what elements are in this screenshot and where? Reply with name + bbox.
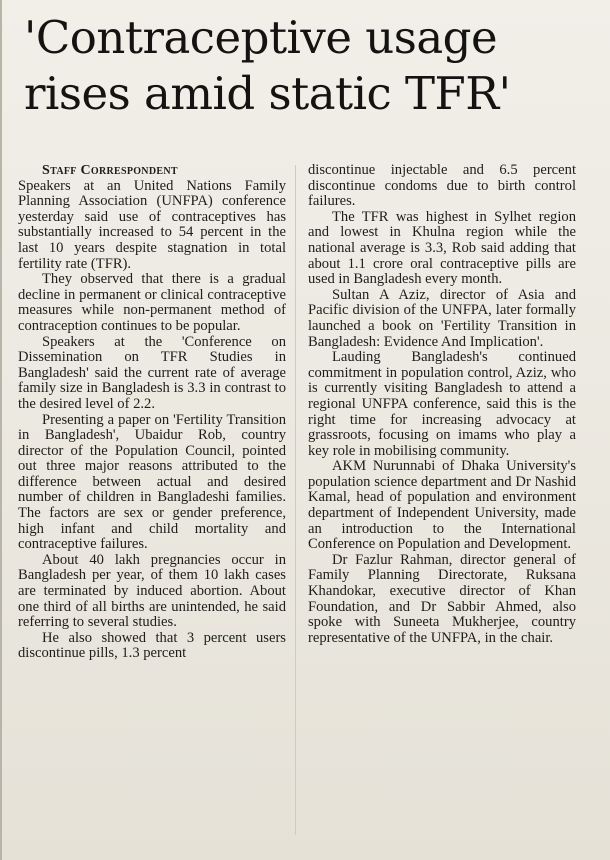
- column-divider: [295, 165, 296, 835]
- article-paragraph: Sultan A Aziz, director of Asia and Pacific division of the UNFPA, later formally launched a book on 'Fertility Transition in Bangladesh: Evidence And Implication'.: [308, 286, 576, 350]
- headline-line-2: rises amid static TFR': [24, 67, 511, 120]
- article-paragraph: About 40 lakh pregnancies occur in Bangladesh per year, of them 10 lakh cases are terminated by induced abortion. About one third of all births are unintended, he said referring to several studies.: [18, 551, 286, 631]
- article-column-left: [18, 163, 286, 662]
- headline: [24, 10, 604, 122]
- article-paragraph: AKM Nurunnabi of Dhaka University's population science department and Dr Nashid Kamal, head of population and environment department of Independent University, made an introduction to the International Conference on Population and Development.: [308, 458, 576, 553]
- byline: Staff Correspondent: [42, 163, 178, 178]
- headline-line-1: 'Contraceptive usage: [24, 11, 498, 64]
- article-paragraph: Speakers at the 'Conference on Dissemination on TFR Studies in Bangladesh' said the current rate of average family size in Bangladesh is 3.3 in contrast to the desired level of 2.2.: [18, 333, 286, 412]
- article-paragraph: The TFR was highest in Sylhet region and lowest in Khulna region while the national average is 3.3, Rob said adding that about 1.1 crore oral contraceptive pills are used in Bangladesh every month.: [308, 208, 576, 288]
- article-paragraph: He also showed that 3 percent users discontinue pills, 1.3 percent: [18, 629, 286, 662]
- article-paragraph: Speakers at an United Nations Family Planning Association (UNFPA) conference yesterday said use of contraceptives has substantially increased to 54 percent in the last 10 years despite stagnation in total fertility rate (TFR).: [18, 177, 286, 272]
- article-paragraph: Presenting a paper on 'Fertility Transition in Bangladesh', Ubaidur Rob, country director of the Population Council, pointed out three major reasons attributed to the difference between actual and desired number of children in Bangladeshi families. The factors are sex or gender preference, high infant and child mortality and contraceptive failures.: [18, 411, 286, 553]
- article-paragraph: discontinue injectable and 6.5 percent discontinue condoms due to birth control failures.: [308, 162, 576, 210]
- article-paragraph: Dr Fazlur Rahman, director general of Family Planning Directorate, Ruksana Khandokar, executive director of Khan Foundation, and Dr Sabbir Ahmed, also spoke with Suneeta Mukherjee, country representative of the UNFPA, in the chair.: [308, 551, 576, 646]
- article-column-right: [308, 163, 576, 646]
- article-paragraph: They observed that there is a gradual decline in permanent or clinical contraceptive measures while non-permanent method of contraception continues to be popular.: [18, 271, 286, 334]
- article-paragraph: Lauding Bangladesh's continued commitment in population control, Aziz, who is currently visiting Bangladesh to attend a regional UNFPA conference, said this is the right time for increasing advocacy at grassroots, focusing on imams who play a key role in mobilising community.: [308, 349, 576, 459]
